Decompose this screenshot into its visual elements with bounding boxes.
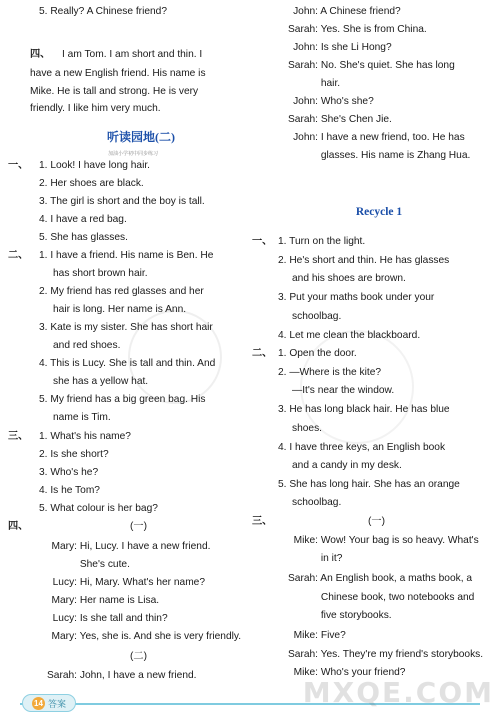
utterance: Wow! Your bag is so heavy. What's	[320, 535, 479, 546]
utterance: No. She's quiet. She has long	[320, 60, 455, 71]
speaker: Sarah:	[287, 24, 318, 35]
dialogue-line	[270, 131, 465, 144]
speaker: John:	[293, 132, 318, 143]
item: shoes.	[292, 423, 323, 434]
section-title: Recycle 1	[355, 206, 403, 218]
dialogue-line	[270, 95, 374, 108]
item: schoolbag.	[292, 497, 342, 508]
dialogue-line	[270, 77, 340, 90]
passage-line: friendly. I like him very much.	[30, 103, 161, 114]
section-label: 二、	[8, 250, 29, 261]
dialogue-line	[30, 669, 197, 682]
item: 3. He has long black hair. He has blue	[278, 404, 450, 415]
utterance: Five?	[320, 630, 346, 641]
dialogue-line	[270, 534, 479, 547]
item: 1. Look! I have long hair.	[39, 160, 151, 171]
item: 1. I have a friend. His name is Ben. He	[39, 250, 214, 261]
speaker: Mary:	[51, 631, 77, 642]
utterance: Who's your friend?	[320, 667, 406, 678]
section-label: 三、	[252, 516, 273, 527]
utterance: Hi, Lucy. I have a new friend.	[79, 541, 211, 552]
item: schoolbag.	[292, 311, 342, 322]
speaker: Sarah:	[287, 573, 318, 584]
page-number-badge	[22, 694, 76, 712]
speaker: John:	[293, 96, 318, 107]
section-label: 一、	[252, 236, 273, 247]
item: and red shoes.	[53, 340, 121, 351]
speaker: Mary:	[51, 541, 77, 552]
dialogue-line	[270, 59, 455, 72]
item: 4. This is Lucy. She is tall and thin. And	[39, 358, 216, 369]
section-label: 四、	[30, 49, 51, 60]
item: 2. —Where is the kite?	[278, 367, 382, 378]
utterance: five storybooks.	[320, 610, 392, 621]
item: 4. I have three keys, an English book	[278, 442, 446, 453]
part-label: (一)	[130, 521, 147, 532]
item: 2. Her shoes are black.	[39, 178, 144, 189]
item: 5. She has long hair. She has an orange	[278, 479, 460, 490]
utterance: An English book, a maths book, a	[320, 573, 473, 584]
utterance: hair.	[320, 78, 341, 89]
line: 5. Really? A Chinese friend?	[39, 6, 167, 17]
utterance: A Chinese friend?	[320, 6, 401, 17]
item: 3. Who's he?	[39, 467, 99, 478]
item: 1. Turn on the light.	[278, 236, 366, 247]
dialogue-line	[270, 552, 342, 565]
speaker: Mike:	[293, 535, 318, 546]
dialogue-line	[270, 149, 470, 162]
utterance: Hi, Mary. What's her name?	[79, 577, 206, 588]
item: 3. Put your maths book under your	[278, 292, 435, 303]
utterance: She's Chen Jie.	[320, 114, 392, 125]
item: 4. Let me clean the blackboard.	[278, 330, 421, 341]
item: 5. She has glasses.	[39, 232, 128, 243]
passage-line: have a new English friend. His name is	[30, 68, 206, 79]
item: and a candy in my desk.	[292, 460, 402, 471]
utterance: Yes, she is. And she is very friendly.	[79, 631, 242, 642]
passage-line: Mike. He is tall and strong. He is very	[30, 86, 199, 97]
item: hair is long. Her name is Ann.	[53, 304, 187, 315]
speaker: Sarah:	[287, 60, 318, 71]
section-label: 四、	[8, 521, 29, 532]
item: 3. Kate is my sister. She has short hair	[39, 322, 213, 333]
dialogue-line	[270, 609, 392, 622]
item: 5. My friend has a big green bag. His	[39, 394, 206, 405]
part-label: (一)	[368, 516, 385, 527]
speaker: Sarah:	[46, 670, 77, 681]
item: she has a yellow hat.	[53, 376, 149, 387]
item: 1. Open the door.	[278, 348, 357, 359]
item: has short brown hair.	[53, 268, 148, 279]
item: 5. What colour is her bag?	[39, 503, 158, 514]
part-label: (二)	[130, 651, 147, 662]
page-number: 14	[32, 697, 45, 710]
speaker: Lucy:	[52, 613, 77, 624]
dialogue-line	[30, 576, 205, 589]
speaker: John:	[293, 6, 318, 17]
speaker: Sarah:	[287, 114, 318, 125]
passage-line: I am Tom. I am short and thin. I	[62, 49, 203, 60]
speaker: Mike:	[293, 630, 318, 641]
small-mark: 加油小学初中同步练习	[108, 151, 159, 157]
utterance: Is she tall and thin?	[79, 613, 168, 624]
utterance: Who's she?	[320, 96, 374, 107]
section-label: 三、	[8, 431, 29, 442]
footer-label: 答案	[47, 698, 66, 709]
dialogue-line	[270, 591, 474, 604]
dialogue-line	[30, 540, 210, 553]
dialogue-line	[270, 629, 346, 642]
dialogue-line	[30, 612, 168, 625]
utterance: She's cute.	[79, 559, 130, 570]
dialogue-line	[30, 630, 241, 643]
utterance: Her name is Lisa.	[79, 595, 160, 606]
item: 4. I have a red bag.	[39, 214, 127, 225]
item: 2. My friend has red glasses and her	[39, 286, 204, 297]
item: 2. He's short and thin. He has glasses	[278, 255, 450, 266]
speaker: Mike:	[293, 667, 318, 678]
dialogue-line	[270, 648, 483, 661]
dialogue-line	[270, 23, 427, 36]
utterance: John, I have a new friend.	[79, 670, 197, 681]
item: 1. What's his name?	[39, 431, 131, 442]
speaker: John:	[293, 42, 318, 53]
item: 4. Is he Tom?	[39, 485, 100, 496]
utterance: I have a new friend, too. He has	[320, 132, 465, 143]
item: and his shoes are brown.	[292, 273, 406, 284]
section-label: 一、	[8, 160, 29, 171]
dialogue-line	[270, 5, 401, 18]
item: 2. Is she short?	[39, 449, 109, 460]
watermark: MXQE.COM	[302, 676, 494, 709]
speaker: Mary:	[51, 595, 77, 606]
speaker: Lucy:	[52, 577, 77, 588]
dialogue-line	[30, 558, 130, 571]
section-label: 二、	[252, 348, 273, 359]
section-title: 听读园地(二)	[107, 130, 175, 144]
item: —It's near the window.	[292, 385, 395, 396]
dialogue-line	[270, 113, 392, 126]
dialogue-line	[30, 594, 159, 607]
utterance: Yes. She is from China.	[320, 24, 427, 35]
dialogue-line	[270, 572, 472, 585]
utterance: glasses. His name is Zhang Hua.	[320, 150, 471, 161]
speaker: Sarah:	[287, 649, 318, 660]
utterance: Chinese book, two notebooks and	[320, 592, 475, 603]
utterance: Yes. They're my friend's storybooks.	[320, 649, 484, 660]
utterance: Is she Li Hong?	[320, 42, 392, 53]
dialogue-line	[270, 41, 392, 54]
item: 3. The girl is short and the boy is tall.	[39, 196, 205, 207]
utterance: in it?	[320, 553, 343, 564]
item: name is Tim.	[53, 412, 111, 423]
